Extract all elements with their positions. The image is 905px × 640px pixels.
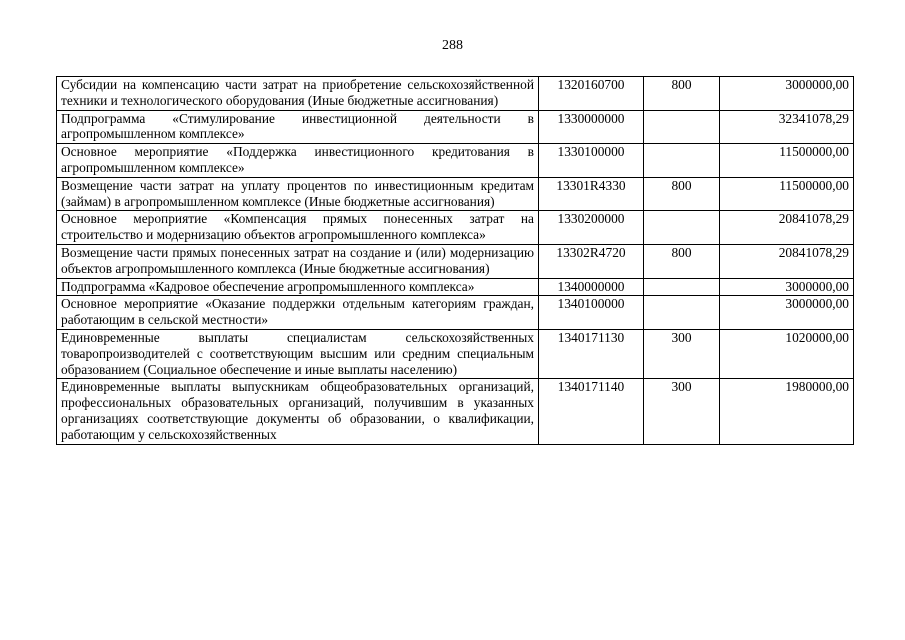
table-row — [57, 244, 854, 278]
table-row — [57, 211, 854, 245]
table-row — [57, 144, 854, 178]
row-expense-type: 800 — [644, 177, 720, 211]
row-code: 1340000000 — [539, 278, 644, 296]
row-amount: 11500000,00 — [720, 144, 854, 178]
row-code: 1320160700 — [539, 77, 644, 111]
row-expense-type — [644, 144, 720, 178]
row-code: 1340100000 — [539, 296, 644, 330]
row-code: 1330200000 — [539, 211, 644, 245]
table-row — [57, 296, 854, 330]
row-amount: 3000000,00 — [720, 77, 854, 111]
row-amount: 20841078,29 — [720, 211, 854, 245]
row-amount: 1020000,00 — [720, 329, 854, 378]
row-name: Основное мероприятие «Компенсация прямых понесенных затрат на строительство и модернизацию объектов агропромышленного комплекса» — [57, 211, 539, 245]
table-row — [57, 278, 854, 296]
row-expense-type: 300 — [644, 329, 720, 378]
row-code: 1340171130 — [539, 329, 644, 378]
row-name: Единовременные выплаты специалистам сельскохозяйственных товаропроизводителей с соответствующим высшим или средним специальным образованием (Социальное обеспечение и иные выплаты населению) — [57, 329, 539, 378]
row-name: Основное мероприятие «Поддержка инвестиционного кредитования в агропромышленном комплексе» — [57, 144, 539, 178]
row-name: Субсидии на компенсацию части затрат на приобретение сельскохозяйственной техники и технологического оборудования (Иные бюджетные ассигнования) — [57, 77, 539, 111]
row-amount: 32341078,29 — [720, 110, 854, 144]
row-amount: 1980000,00 — [720, 379, 854, 444]
row-name: Возмещение части затрат на уплату процентов по инвестиционным кредитам (займам) в агропромышленном комплексе (Иные бюджетные ассигнования) — [57, 177, 539, 211]
row-name: Возмещение части прямых понесенных затрат на создание и (или) модернизацию объектов агропромышленного комплекса (Иные бюджетные ассигнования) — [57, 244, 539, 278]
row-amount: 3000000,00 — [720, 296, 854, 330]
row-code: 1330000000 — [539, 110, 644, 144]
row-name: Единовременные выплаты выпускникам общеобразовательных организаций, профессиональных образовательных организаций, получившим в указанных организациях соответствующие документы об образовании, о квалификации, работающим у сельскохозяйственных — [57, 379, 539, 444]
row-expense-type: 800 — [644, 77, 720, 111]
budget-table — [56, 76, 854, 445]
row-name: Основное мероприятие «Оказание поддержки отдельным категориям граждан, работающим в сельской местности» — [57, 296, 539, 330]
row-expense-type — [644, 296, 720, 330]
row-expense-type: 300 — [644, 379, 720, 444]
row-amount: 11500000,00 — [720, 177, 854, 211]
row-expense-type — [644, 211, 720, 245]
table-row — [57, 77, 854, 111]
table-row — [57, 329, 854, 378]
row-code: 13301R4330 — [539, 177, 644, 211]
row-amount: 20841078,29 — [720, 244, 854, 278]
row-expense-type — [644, 110, 720, 144]
row-expense-type: 800 — [644, 244, 720, 278]
row-name: Подпрограмма «Кадровое обеспечение агропромышленного комплекса» — [57, 278, 539, 296]
row-expense-type — [644, 278, 720, 296]
row-code: 1330100000 — [539, 144, 644, 178]
row-name: Подпрограмма «Стимулирование инвестиционной деятельности в агропромышленном комплексе» — [57, 110, 539, 144]
table-row — [57, 177, 854, 211]
row-code: 13302R4720 — [539, 244, 644, 278]
table-row — [57, 379, 854, 444]
table-row — [57, 110, 854, 144]
page-number: 288 — [442, 38, 463, 53]
row-code: 1340171140 — [539, 379, 644, 444]
row-amount: 3000000,00 — [720, 278, 854, 296]
